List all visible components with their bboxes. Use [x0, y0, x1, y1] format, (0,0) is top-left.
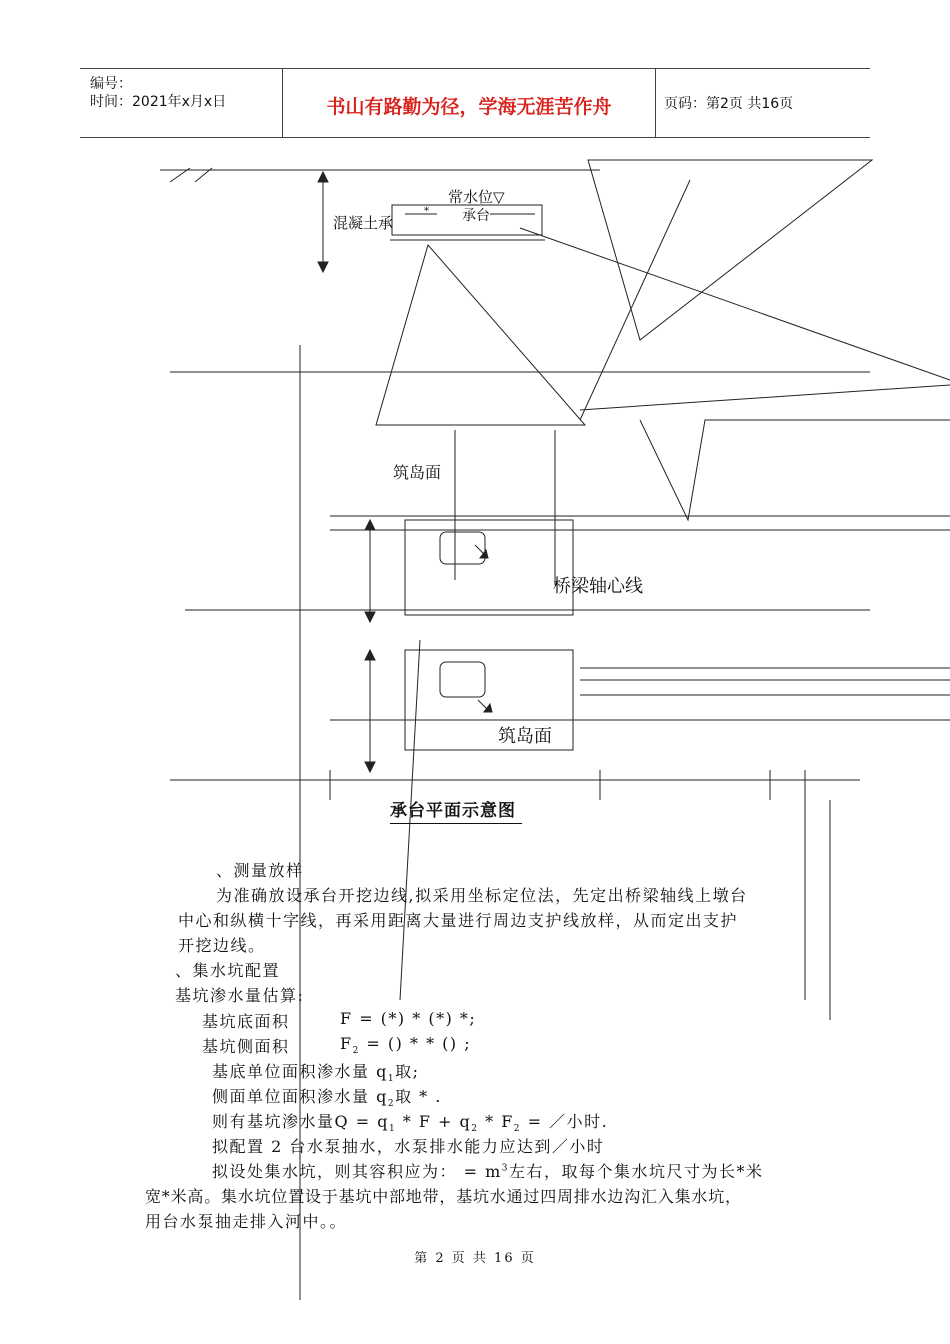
pit-2	[440, 662, 485, 697]
paragraph-line: 中心和纵横十字线，再采用距离大量进行周边支护线放样，从而定出支护	[178, 911, 739, 930]
paragraph-line: 宽*米高。集水坑位置设于基坑中部地带，基坑水通过四周排水边沟汇入集水坑，	[145, 1187, 742, 1206]
diagonal-1	[520, 228, 950, 380]
cap-label: 承台	[462, 208, 490, 224]
motto-text: 书山有路勤为径，学海无涯苦作舟	[326, 96, 612, 118]
paragraph-line: 拟配置 2 台水泵抽水，水泵排水能力应达到／小时	[212, 1137, 605, 1156]
section-sump: 、集水坑配置	[175, 961, 281, 980]
concrete-label: 混凝土承	[333, 214, 394, 232]
date-label: 时间：2021年x月x日	[90, 94, 227, 110]
serial-label: 编号：	[90, 76, 132, 92]
paragraph-line: 基坑渗水量估算:	[175, 986, 305, 1005]
page-footer: 第 2 页 共 16 页	[414, 1251, 536, 1266]
arrow-down	[318, 262, 328, 272]
plan-rect-1	[405, 520, 573, 615]
island-face-label-1: 筑岛面	[393, 463, 442, 482]
formula-line: 侧面单位面积渗水量 $q_2$取 * .	[212, 1087, 442, 1110]
formula-line: 基底单位面积渗水量 $q_1$取;	[212, 1062, 420, 1085]
page-code: 页码：第2页 共16页	[664, 96, 794, 112]
diagonal-2	[580, 385, 950, 410]
water-level-label: 常水位▽	[448, 188, 505, 206]
paragraph-line: 用台水泵抽走排入河中。。	[145, 1212, 348, 1231]
paragraph-line: 拟设处集水坑，则其容积应为： = $m^3$左右，取每个集水坑尺寸为长*米	[212, 1162, 764, 1181]
arrow-up	[318, 172, 328, 182]
center-triangle	[376, 245, 585, 425]
paragraph-line: 开挖边线。	[178, 936, 266, 955]
formula-line: 则有基坑渗水量$Q = q_1 * F + q_2 * F_2$ = ／小时.	[212, 1112, 609, 1135]
small-mark: *	[424, 206, 429, 217]
section-survey: 、测量放样	[216, 861, 304, 880]
bridge-axis-label: 桥梁轴心线	[553, 576, 643, 597]
island-face-label-2: 筑岛面	[498, 726, 552, 747]
water-triangle	[588, 160, 872, 340]
formula-bottom-area: F = (*) * (*) *;	[340, 1009, 477, 1028]
zigzag	[640, 420, 950, 520]
paragraph-line: 为准确放设承台开挖边线,拟采用坐标定位法，先定出桥梁轴线上墩台	[216, 886, 748, 905]
diagram-caption: 承台平面示意图	[390, 796, 522, 824]
formula-label: 基坑底面积	[202, 1012, 290, 1031]
formula-label: 基坑侧面积	[202, 1037, 290, 1056]
formula-side-area: $F_2$ = () * * () ;	[340, 1034, 472, 1057]
diagonal-3	[580, 180, 690, 420]
